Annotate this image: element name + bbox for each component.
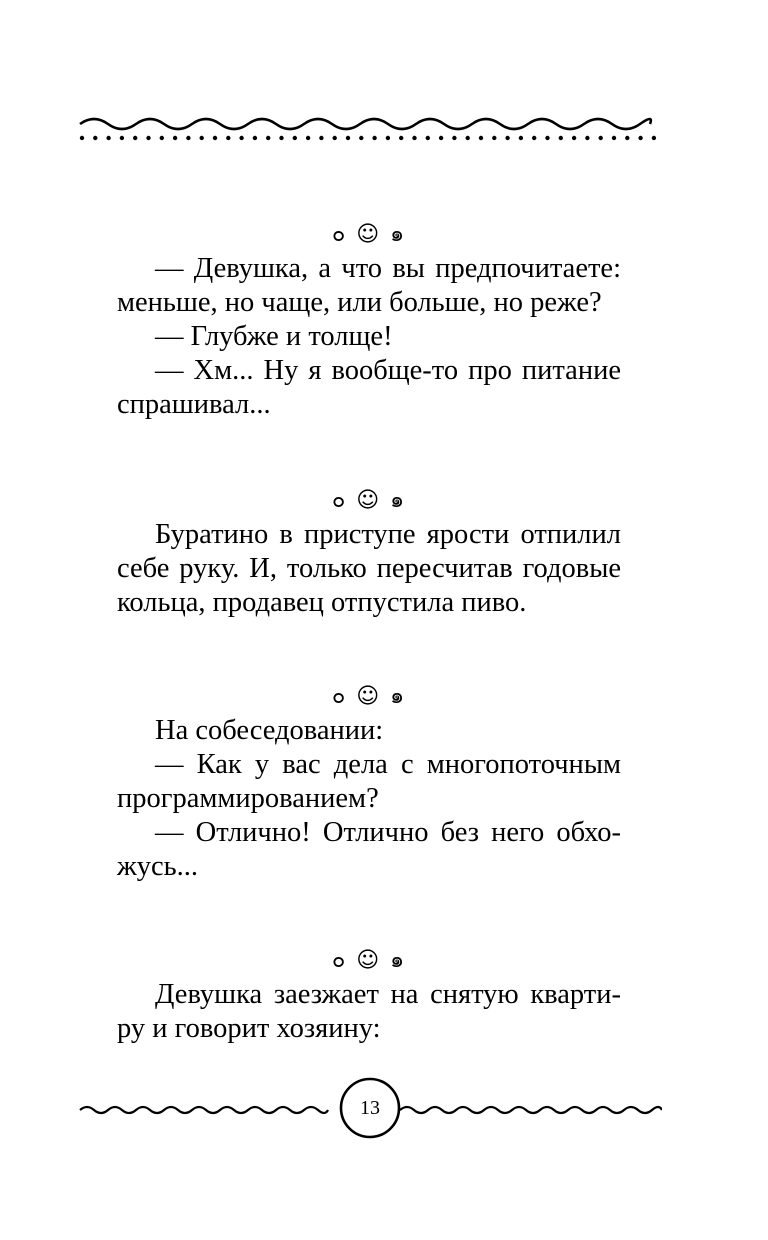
joke-2 <box>117 484 621 620</box>
ornament-dot <box>638 136 642 140</box>
ornament-dot <box>160 136 164 140</box>
joke-3 <box>117 680 621 884</box>
ornament-dot <box>93 136 97 140</box>
joke-divider: ๐ ☺ ๑ <box>331 684 407 709</box>
joke-paragraph: — Хм... Ну я вообще-то про питание спрашивал... <box>117 355 621 420</box>
ornament-dot <box>492 136 496 140</box>
page-number: 13 <box>360 1097 380 1119</box>
joke-divider: ๐ ☺ ๑ <box>331 222 407 247</box>
ornament-dot <box>372 136 376 140</box>
ornament-dot <box>80 136 84 140</box>
ornament-dot <box>532 136 536 140</box>
ornament-dot <box>306 136 310 140</box>
ornament-dot <box>572 136 576 140</box>
ornament-dot <box>266 136 270 140</box>
ornament-dot <box>359 136 363 140</box>
ornament-dot <box>279 136 283 140</box>
ornament-dot <box>173 136 177 140</box>
joke-divider: ๐ ☺ ๑ <box>331 488 407 513</box>
joke-1 <box>117 218 621 422</box>
ornament-dot <box>625 136 629 140</box>
ornament-dot <box>519 136 523 140</box>
ornament-dot <box>120 136 124 140</box>
ornament-dot <box>213 136 217 140</box>
ornament-dot <box>253 136 257 140</box>
ornament-dot <box>386 136 390 140</box>
ornament-dot <box>545 136 549 140</box>
joke-paragraph: — Девушка, а что вы предпочитаете: меньше, но чаще, или больше, но реже? <box>117 253 621 318</box>
joke-paragraph: На собеседовании: <box>155 715 384 746</box>
joke-4 <box>117 944 621 1046</box>
ornament-dot <box>346 136 350 140</box>
ornament-dot <box>333 136 337 140</box>
ornament-dot <box>505 136 509 140</box>
ornament-dot <box>559 136 563 140</box>
ornament-dot <box>239 136 243 140</box>
ornament-dot <box>106 136 110 140</box>
ornament-dot <box>226 136 230 140</box>
ornament-dot <box>439 136 443 140</box>
joke-paragraph: Девушка заезжает на снятую квартиру и говорит хозяину: <box>117 979 621 1044</box>
ornament-dot <box>200 136 204 140</box>
header-wave-ornament <box>78 112 662 146</box>
ornament-dot <box>319 136 323 140</box>
ornament-dot <box>133 136 137 140</box>
joke-paragraph: — Как у вас дела с многопоточным программированием? <box>117 749 621 814</box>
ornament-dot <box>652 136 656 140</box>
ornament-dot <box>146 136 150 140</box>
joke-paragraph: Буратино в приступе ярости отпилил себе руку. И, только пересчитав годовые кольца, продавец отпустила пиво. <box>117 519 621 618</box>
ornament-dot <box>412 136 416 140</box>
joke-paragraph: — Глубже и толще! <box>155 321 393 352</box>
ornament-dot <box>293 136 297 140</box>
jokes-column <box>117 218 621 1108</box>
joke-paragraph: — Отлично! Отлично без него обхожусь... <box>117 817 621 882</box>
joke-divider: ๐ ☺ ๑ <box>331 948 407 973</box>
ornament-dot <box>466 136 470 140</box>
ornament-dot <box>479 136 483 140</box>
ornament-dot <box>186 136 190 140</box>
ornament-dot <box>585 136 589 140</box>
ornament-dot <box>399 136 403 140</box>
ornament-dot <box>426 136 430 140</box>
ornament-dot <box>612 136 616 140</box>
ornament-dot <box>599 136 603 140</box>
ornament-dot <box>452 136 456 140</box>
